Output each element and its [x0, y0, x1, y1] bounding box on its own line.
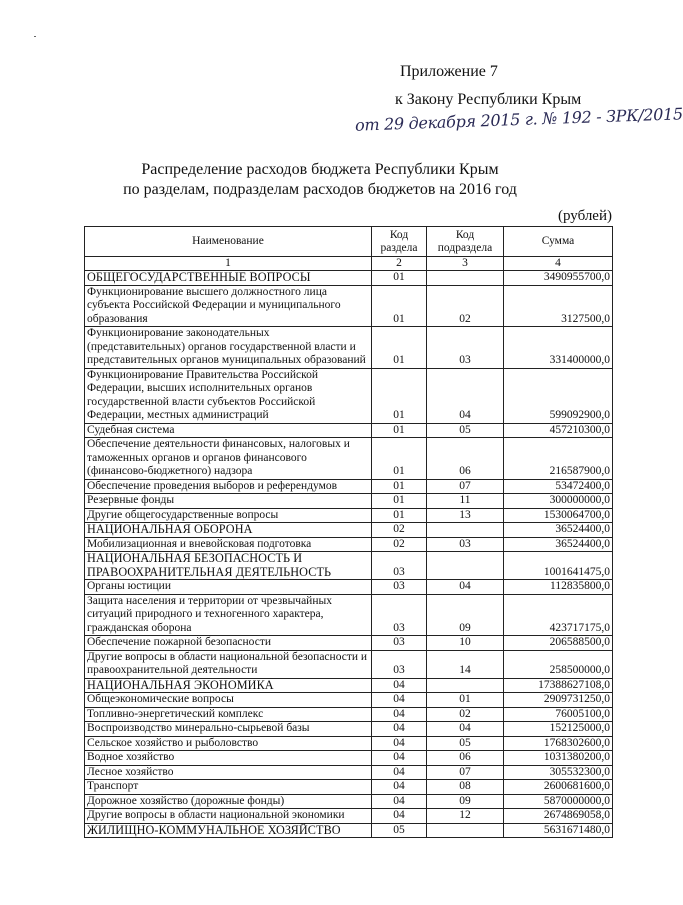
table-row	[85, 285, 613, 327]
row-name: Обеспечение пожарной безопасности	[85, 636, 372, 651]
row-amount: 3127500,0	[504, 285, 613, 327]
row-name: НАЦИОНАЛЬНАЯ БЕЗОПАСНОСТЬ И ПРАВООХРАНИТЕЛЬНАЯ ДЕЯТЕЛЬНОСТЬ	[85, 552, 372, 580]
row-amount: 216587900,0	[504, 438, 613, 480]
row-subsection-code: 03	[427, 537, 504, 552]
row-subsection-code: 06	[427, 438, 504, 480]
row-subsection-code: 12	[427, 809, 504, 824]
row-subsection-code: 01	[427, 693, 504, 708]
row-section-code: 04	[372, 809, 427, 824]
row-section-code: 04	[372, 707, 427, 722]
row-section-code: 03	[372, 552, 427, 580]
column-number: 4	[504, 257, 613, 271]
law-reference: к Закону Республики Крым	[395, 91, 582, 108]
row-name: Общеэкономические вопросы	[85, 693, 372, 708]
table-row	[85, 438, 613, 480]
row-name: Резервные фонды	[85, 494, 372, 509]
row-amount: 258500000,0	[504, 650, 613, 678]
row-section-code: 01	[372, 479, 427, 494]
header-amount: Сумма	[504, 227, 613, 257]
row-section-code: 01	[372, 438, 427, 480]
row-section-code: 03	[372, 650, 427, 678]
units-label: (рублей)	[557, 208, 612, 224]
budget-table	[84, 226, 613, 838]
row-subsection-code: 03	[427, 327, 504, 369]
row-amount: 1530064700,0	[504, 508, 613, 523]
row-subsection-code: 13	[427, 508, 504, 523]
header-section-code: Код раздела	[372, 227, 427, 257]
row-name: Воспроизводство минерально-сырьевой базы	[85, 722, 372, 737]
row-subsection-code: 09	[427, 594, 504, 636]
table-row	[85, 537, 613, 552]
table-row	[85, 636, 613, 651]
row-section-code: 04	[372, 678, 427, 693]
row-name: Мобилизационная и вневойсковая подготовка	[85, 537, 372, 552]
row-name: Защита населения и территории от чрезвычайных ситуаций природного и техногенного характера, гражданская оборона	[85, 594, 372, 636]
row-section-code: 01	[372, 327, 427, 369]
row-name: Водное хозяйство	[85, 751, 372, 766]
table-row	[85, 423, 613, 438]
row-section-code: 04	[372, 765, 427, 780]
table-row-section	[85, 552, 613, 580]
row-section-code: 04	[372, 736, 427, 751]
table-row	[85, 707, 613, 722]
table-row-section	[85, 523, 613, 538]
row-amount: 305532300,0	[504, 765, 613, 780]
table-row-section	[85, 271, 613, 286]
table-row	[85, 650, 613, 678]
row-amount: 206588500,0	[504, 636, 613, 651]
row-subsection-code: 06	[427, 751, 504, 766]
row-amount: 112835800,0	[504, 580, 613, 595]
row-section-code: 01	[372, 271, 427, 286]
row-subsection-code: 05	[427, 423, 504, 438]
row-name: Другие общегосударственные вопросы	[85, 508, 372, 523]
row-section-code: 04	[372, 751, 427, 766]
row-subsection-code: 09	[427, 794, 504, 809]
row-amount: 2600681600,0	[504, 780, 613, 795]
row-subsection-code: 11	[427, 494, 504, 509]
row-section-code: 02	[372, 523, 427, 538]
row-amount: 5631671480,0	[504, 823, 613, 838]
table-row	[85, 479, 613, 494]
row-amount: 17388627108,0	[504, 678, 613, 693]
row-name: Другие вопросы в области национальной безопасности и правоохранительной деятельности	[85, 650, 372, 678]
row-amount: 36524400,0	[504, 537, 613, 552]
table-row-section	[85, 823, 613, 838]
column-number: 1	[85, 257, 372, 271]
column-number: 2	[372, 257, 427, 271]
row-amount: 36524400,0	[504, 523, 613, 538]
table-row	[85, 794, 613, 809]
row-name: НАЦИОНАЛЬНАЯ ЭКОНОМИКА	[85, 678, 372, 693]
row-section-code: 03	[372, 636, 427, 651]
row-amount: 3490955700,0	[504, 271, 613, 286]
table-row	[85, 765, 613, 780]
row-amount: 1031380200,0	[504, 751, 613, 766]
table-row	[85, 809, 613, 824]
row-subsection-code: 07	[427, 479, 504, 494]
row-section-code: 04	[372, 722, 427, 737]
column-number: 3	[427, 257, 504, 271]
row-amount: 1001641475,0	[504, 552, 613, 580]
column-number-row	[85, 257, 613, 271]
row-amount: 331400000,0	[504, 327, 613, 369]
row-name: Дорожное хозяйство (дорожные фонды)	[85, 794, 372, 809]
row-amount: 2674869058,0	[504, 809, 613, 824]
row-name: Обеспечение проведения выборов и референдумов	[85, 479, 372, 494]
row-section-code: 05	[372, 823, 427, 838]
table-row	[85, 722, 613, 737]
row-subsection-code: 04	[427, 368, 504, 423]
row-name: Обеспечение деятельности финансовых, налоговых и таможенных органов и органов финансового (финансово-бюджетного) надзора	[85, 438, 372, 480]
row-subsection-code: 02	[427, 707, 504, 722]
row-name: Другие вопросы в области национальной экономики	[85, 809, 372, 824]
table-row	[85, 693, 613, 708]
row-name: Функционирование законодательных (представительных) органов государственной власти и представительных органов муниципальных образований	[85, 327, 372, 369]
row-name: Судебная система	[85, 423, 372, 438]
title-line-1: Распределение расходов бюджета Республики Крым	[141, 161, 499, 178]
row-section-code: 01	[372, 494, 427, 509]
row-section-code: 01	[372, 508, 427, 523]
row-subsection-code	[427, 552, 504, 580]
row-subsection-code	[427, 678, 504, 693]
row-amount: 1768302600,0	[504, 736, 613, 751]
row-name: Транспорт	[85, 780, 372, 795]
document-title	[0, 160, 640, 200]
row-section-code: 01	[372, 423, 427, 438]
row-subsection-code: 04	[427, 722, 504, 737]
row-section-code: 04	[372, 693, 427, 708]
table-header-row	[85, 227, 613, 257]
header-subsection-code: Код подраздела	[427, 227, 504, 257]
row-name: Топливно-энергетический комплекс	[85, 707, 372, 722]
table-row	[85, 368, 613, 423]
row-amount: 2909731250,0	[504, 693, 613, 708]
row-name: ЖИЛИЩНО-КОММУНАЛЬНОЕ ХОЗЯЙСТВО	[85, 823, 372, 838]
row-section-code: 03	[372, 594, 427, 636]
row-section-code: 02	[372, 537, 427, 552]
row-section-code: 03	[372, 580, 427, 595]
row-amount: 76005100,0	[504, 707, 613, 722]
row-subsection-code: 07	[427, 765, 504, 780]
row-amount: 457210300,0	[504, 423, 613, 438]
row-subsection-code: 02	[427, 285, 504, 327]
row-section-code: 01	[372, 285, 427, 327]
row-amount: 599092900,0	[504, 368, 613, 423]
row-name: ОБЩЕГОСУДАРСТВЕННЫЕ ВОПРОСЫ	[85, 271, 372, 286]
table-row-section	[85, 678, 613, 693]
table-row	[85, 494, 613, 509]
row-subsection-code	[427, 823, 504, 838]
row-subsection-code: 05	[427, 736, 504, 751]
table-row	[85, 736, 613, 751]
row-amount: 152125000,0	[504, 722, 613, 737]
row-subsection-code	[427, 523, 504, 538]
scan-speck	[34, 36, 36, 37]
table-row	[85, 594, 613, 636]
row-name: Функционирование Правительства Российской Федерации, высших исполнительных органов государственной власти субъектов Российской Федерации, местных администраций	[85, 368, 372, 423]
row-name: Функционирование высшего должностного лица субъекта Российской Федерации и муниципального образования	[85, 285, 372, 327]
row-subsection-code: 10	[427, 636, 504, 651]
row-amount: 5870000000,0	[504, 794, 613, 809]
row-amount: 300000000,0	[504, 494, 613, 509]
table-row	[85, 780, 613, 795]
row-subsection-code: 14	[427, 650, 504, 678]
row-name: Органы юстиции	[85, 580, 372, 595]
handwritten-law-date-number: от 29 декабря 2015 г. № 192 - ЗРК/2015	[354, 104, 683, 135]
table-row	[85, 508, 613, 523]
table-row	[85, 580, 613, 595]
row-name: Сельское хозяйство и рыболовство	[85, 736, 372, 751]
appendix-label: Приложение 7	[400, 63, 498, 80]
row-subsection-code: 04	[427, 580, 504, 595]
row-section-code: 01	[372, 368, 427, 423]
row-name: Лесное хозяйство	[85, 765, 372, 780]
row-subsection-code: 08	[427, 780, 504, 795]
row-section-code: 04	[372, 794, 427, 809]
table-row	[85, 751, 613, 766]
row-amount: 53472400,0	[504, 479, 613, 494]
title-line-2: по разделам, подразделам расходов бюджетов на 2016 год	[123, 181, 517, 198]
row-section-code: 04	[372, 780, 427, 795]
table-body	[85, 271, 613, 838]
row-amount: 423717175,0	[504, 594, 613, 636]
table-row	[85, 327, 613, 369]
row-subsection-code	[427, 271, 504, 286]
header-name: Наименование	[85, 227, 372, 257]
row-name: НАЦИОНАЛЬНАЯ ОБОРОНА	[85, 523, 372, 538]
